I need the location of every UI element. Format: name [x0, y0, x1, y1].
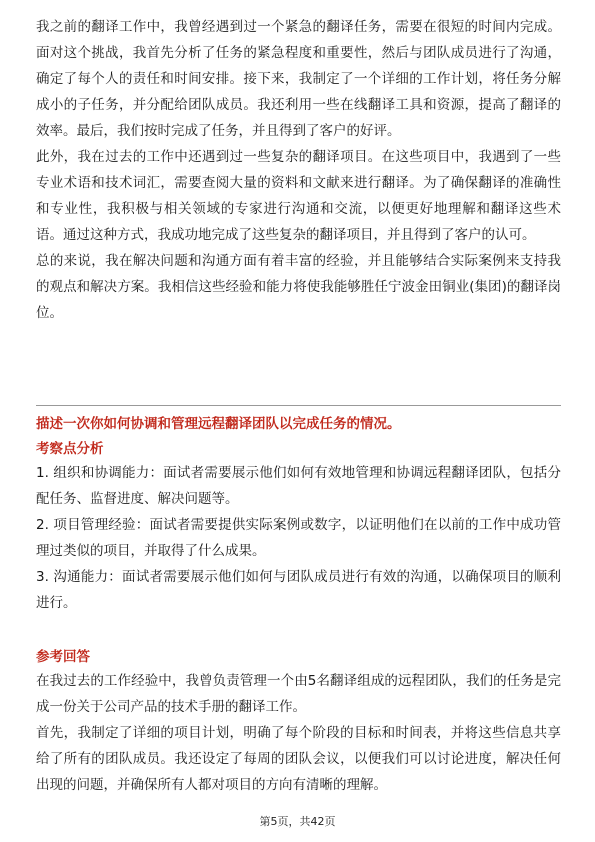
analysis-item: 3. 沟通能力：面试者需要展示他们如何与团队成员进行有效的沟通，以确保项目的顺利进行。	[36, 569, 561, 611]
intro-paragraph: 我之前的翻译工作中，我曾经遇到过一个紧急的翻译任务，需要在很短的时间内完成。面对这个挑战，我首先分析了任务的紧急程度和重要性，然后与团队成员进行了沟通，确定了每个人的责任和时间安排。接下来，我制定了一个详细的工作计划，将任务分解成小的子任务，并分配给团队成员。我还利用一些在线翻译工具和资源，提高了翻译的效率。最后，我们按时完成了任务，并且得到了客户的好评。	[36, 19, 561, 139]
intro-paragraph: 此外，我在过去的工作中还遇到过一些复杂的翻译项目。在这些项目中，我遇到了一些专业术语和技术词汇，需要查阅大量的资料和文献来进行翻译。为了确保翻译的准确性和专业性，我积极与相关领域的专家进行沟通和交流，以便更好地理解和翻译这些术语。通过这种方式，我成功地完成了这些复杂的翻译项目，并且得到了客户的认可。	[36, 149, 561, 243]
intro-section	[36, 14, 561, 326]
analysis-item: 2. 项目管理经验：面试者需要提供实际案例或数字，以证明他们在以前的工作中成功管理过类似的项目，并取得了什么成果。	[36, 517, 561, 559]
question-title: 描述一次你如何协调和管理远程翻译团队以完成任务的情况。	[36, 416, 401, 432]
page-number: 第5页，共42页	[259, 815, 336, 828]
answer-paragraph: 在我过去的工作经验中，我曾负责管理一个由5名翻译组成的远程团队，我们的任务是完成一份关于公司产品的技术手册的翻译工作。	[36, 673, 561, 715]
intro-paragraph: 总的来说，我在解决问题和沟通方面有着丰富的经验，并且能够结合实际案例来支持我的观点和解决方案。我相信这些经验和能力将使我能够胜任宁波金田铜业(集团)的翻译岗位。	[36, 253, 561, 321]
section-divider	[36, 405, 561, 406]
analysis-section	[36, 438, 561, 616]
analysis-item: 1. 组织和协调能力：面试者需要展示他们如何有效地管理和协调远程翻译团队，包括分配任务、监督进度、解决问题等。	[36, 465, 561, 507]
answer-heading: 参考回答	[36, 649, 90, 665]
answer-paragraph: 首先，我制定了详细的项目计划，明确了每个阶段的目标和时间表，并将这些信息共享给了所有的团队成员。我还设定了每周的团队会议，以便我们可以讨论进度，解决任何出现的问题，并确保所有人都对项目的方向有清晰的理解。	[36, 725, 561, 793]
analysis-heading: 考察点分析	[36, 441, 104, 457]
answer-section	[36, 646, 561, 798]
